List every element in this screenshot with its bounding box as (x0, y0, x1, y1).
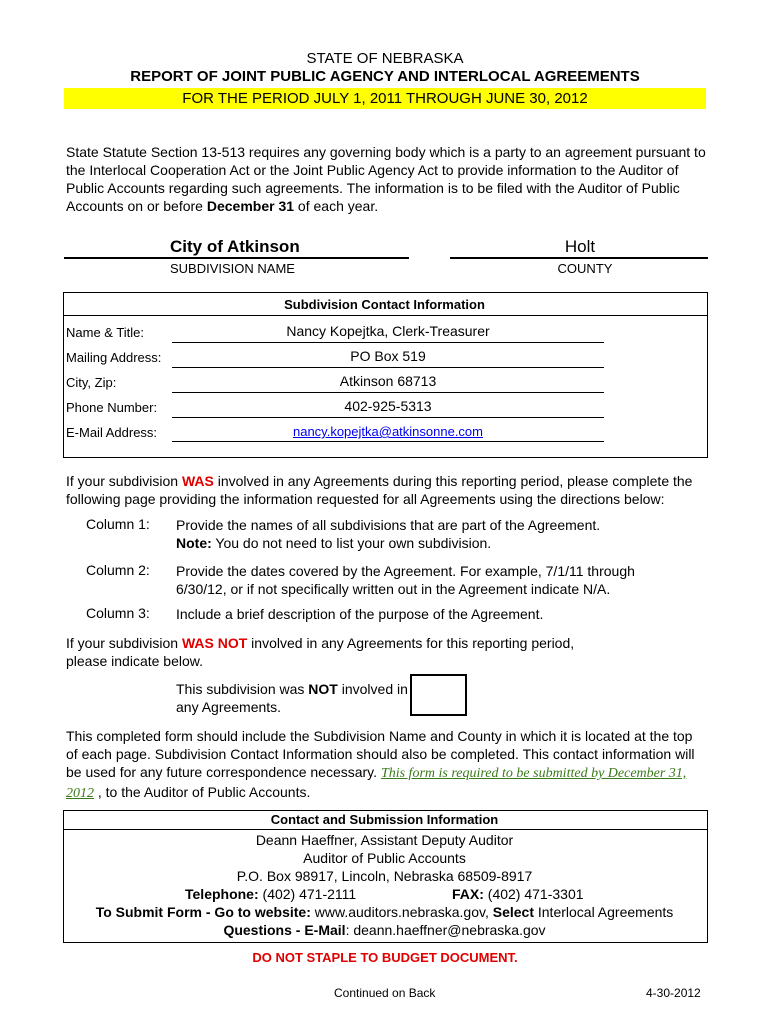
name-title-underline (172, 342, 604, 343)
county-label: COUNTY (557, 261, 613, 276)
mailing-address-label: Mailing Address: (66, 350, 162, 365)
phone-number-field[interactable]: 402-925-5313 (344, 398, 432, 414)
form-date: 4-30-2012 (646, 986, 701, 1000)
submission-title-divider (63, 829, 707, 830)
auditor-office: Auditor of Public Accounts (303, 850, 466, 866)
contact-info-title: Subdivision Contact Information (284, 297, 485, 312)
column-3-label: Column 3: (86, 605, 150, 621)
email-address-field[interactable] (172, 424, 604, 439)
completed-form-paragraph: This completed form should include the Subdivision Name and County in which it is located at the top of each page. Subdivision Contact Information should also be completed. This contact information will be used for any future correspondence necessary. This form is required to be submitted by December 31, 2012 , to the Auditor of Public Accounts. (66, 728, 695, 801)
questions-email-link[interactable]: : deann.haeffner@nebraska.gov (345, 922, 546, 938)
city-zip-field[interactable]: Atkinson 68713 (339, 373, 437, 389)
email-link[interactable]: nancy.kopejtka@atkinsonne.com (292, 424, 483, 439)
continued-on-back: Continued on Back (334, 986, 436, 1000)
not-involved-statement: This subdivision was NOT involved in any Agreements. (176, 681, 408, 715)
subdivision-name-underline (64, 257, 409, 259)
auditor-name: Deann Haeffner, Assistant Deputy Auditor (255, 832, 514, 848)
column-1-text: Provide the names of all subdivisions that are part of the Agreement. Note: You do not need to list your own subdivision. (176, 517, 601, 551)
fax-line: FAX: (402) 471-3301 (452, 886, 584, 902)
city-zip-underline (172, 392, 604, 393)
name-title-label: Name & Title: (66, 325, 145, 340)
telephone-line: Telephone: (402) 471-2111 (185, 886, 357, 902)
period-banner: FOR THE PERIOD JULY 1, 2011 THROUGH JUNE 30, 2012 (64, 88, 706, 109)
state-title: STATE OF NEBRASKA (306, 50, 464, 67)
no-staple-warning: DO NOT STAPLE TO BUDGET DOCUMENT. (252, 950, 518, 965)
subdivision-name-label: SUBDIVISION NAME (170, 261, 295, 276)
was-involved-paragraph: If your subdivision WAS involved in any Agreements during this reporting period, please complete the following page providing the information requested for all Agreements using the directions below: (66, 473, 693, 507)
mailing-address-underline (172, 367, 604, 368)
was-not-paragraph: If your subdivision WAS NOT involved in any Agreements for this reporting period, please indicate below. (66, 635, 575, 669)
email-address-label: E-Mail Address: (66, 425, 158, 440)
column-1-label: Column 1: (86, 516, 150, 532)
mailing-address-field[interactable]: PO Box 519 (350, 348, 426, 364)
email-address-underline (172, 441, 604, 442)
submission-info-title: Contact and Submission Information (270, 812, 499, 827)
column-2-text: Provide the dates covered by the Agreement. For example, 7/1/11 through 6/30/12, or if not specifically written out in the Agreement indicate N/A. (176, 563, 635, 597)
intro-paragraph: State Statute Section 13-513 requires any governing body which is a party to an agreement pursuant to the Interlocal Cooperation Act or the Joint Public Agency Act to provide information to the Auditor of Public Accounts regarding such agreements. The information is to be filed with the Auditor of Public Accounts on or before December 31 of each year. (66, 144, 706, 214)
city-zip-label: City, Zip: (66, 375, 117, 390)
website-line: To Submit Form - Go to website: www.auditors.nebraska.gov, Select Interlocal Agreements (95, 904, 674, 920)
column-3-text: Include a brief description of the purpose of the Agreement. (176, 606, 544, 622)
auditor-address: P.O. Box 98917, Lincoln, Nebraska 68509-8917 (236, 868, 533, 884)
county-underline (450, 257, 708, 259)
subdivision-name-value[interactable]: City of Atkinson (170, 237, 300, 256)
column-2-label: Column 2: (86, 562, 150, 578)
submission-deadline-note: This form is required to be submitted by December 31, 2012 (66, 766, 687, 801)
report-title: REPORT OF JOINT PUBLIC AGENCY AND INTERLOCAL AGREEMENTS (130, 68, 640, 85)
contact-title-divider (63, 315, 707, 316)
website-link[interactable]: www.auditors.nebraska.gov, (314, 904, 489, 920)
questions-email-line: Questions - E-Mail: deann.haeffner@nebraska.gov (223, 922, 546, 938)
phone-number-underline (172, 417, 604, 418)
county-value[interactable]: Holt (564, 237, 596, 256)
name-title-field[interactable]: Nancy Kopejtka, Clerk-Treasurer (286, 323, 490, 339)
not-involved-checkbox[interactable] (410, 674, 467, 716)
phone-number-label: Phone Number: (66, 400, 158, 415)
